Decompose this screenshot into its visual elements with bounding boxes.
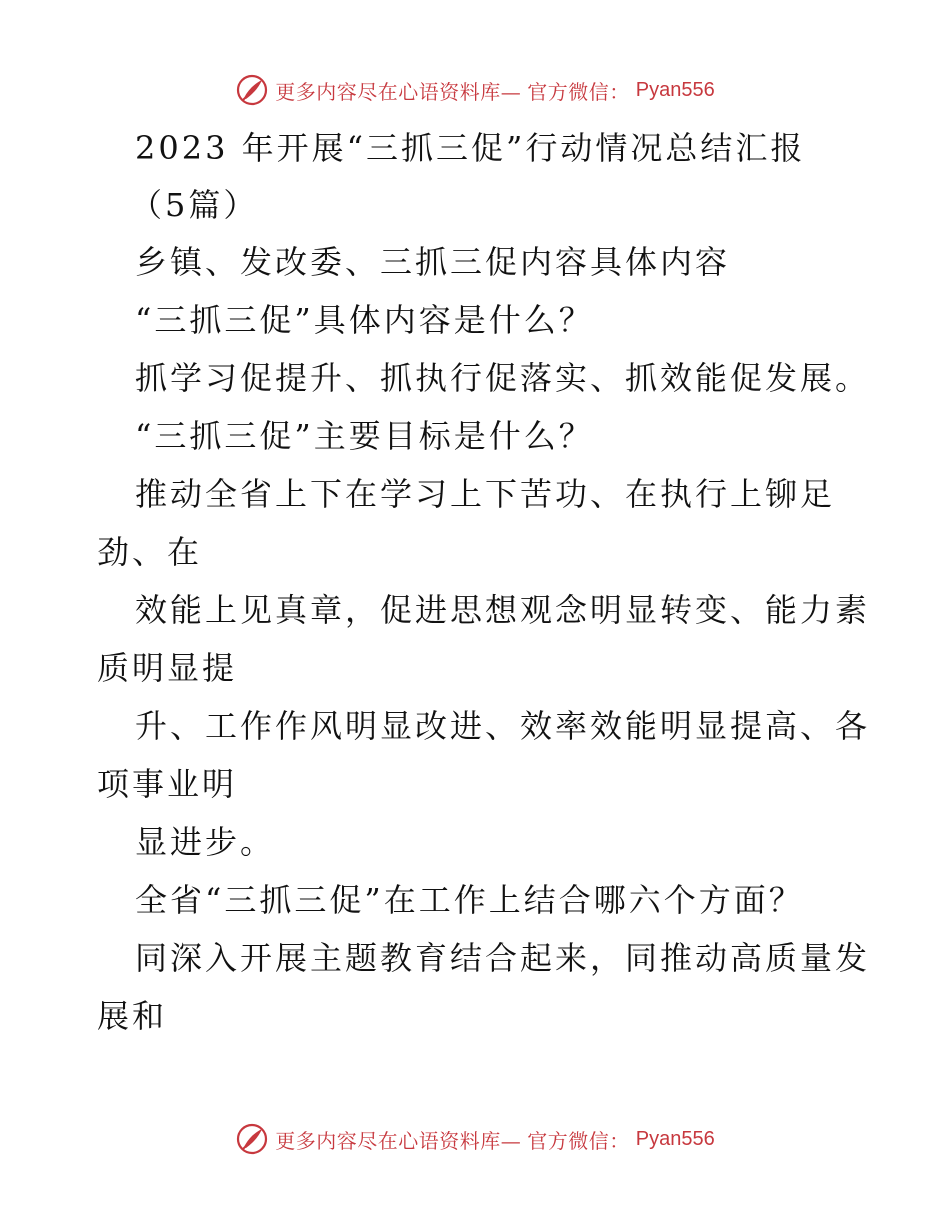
- footer-watermark: [0, 1121, 950, 1157]
- watermark-wechat-label: 官方微信：: [527, 79, 630, 104]
- text-line: 同深入开展主题教育结合起来，同推动高质量发: [135, 939, 871, 977]
- text-line: 乡镇、发改委、三抓三促内容具体内容: [135, 243, 731, 281]
- text-line: 劲、在: [97, 533, 203, 571]
- watermark-site-text: 更多内容尽在心语资料库—: [275, 79, 522, 104]
- text-line: 效能上见真章，促进思想观念明显转变、能力素: [135, 591, 871, 629]
- watermark-wechat-label: 官方微信：: [527, 1128, 630, 1153]
- question-line: “三抓三促”主要目标是什么？: [135, 417, 594, 455]
- question-line: “三抓三促”具体内容是什么？: [135, 301, 594, 339]
- watermark-wechat-id: Pyan556: [635, 78, 715, 101]
- feather-pen-logo-icon: [235, 73, 269, 107]
- text-line: 显进步。: [135, 823, 276, 861]
- document-title-line-2: （5篇）: [130, 186, 259, 224]
- feather-pen-logo-icon: [235, 1122, 269, 1156]
- watermark-site-text: 更多内容尽在心语资料库—: [275, 1128, 522, 1153]
- text-line: 推动全省上下在学习上下苦功、在执行上铆足: [135, 475, 836, 513]
- header-watermark: [0, 72, 950, 108]
- text-line: 升、工作作风明显改进、效率效能明显提高、各: [135, 707, 871, 745]
- document-title-line-1: 2023 年开展“三抓三促”行动情况总结汇报: [135, 129, 806, 167]
- text-line: 展和: [97, 997, 168, 1035]
- text-line: 质明显提: [97, 649, 238, 687]
- text-line: 抓学习促提升、抓执行促落实、抓效能促发展。: [135, 359, 871, 397]
- question-line: 全省“三抓三促”在工作上结合哪六个方面？: [135, 881, 804, 919]
- watermark-wechat-id: Pyan556: [635, 1127, 715, 1150]
- text-line: 项事业明: [97, 765, 238, 803]
